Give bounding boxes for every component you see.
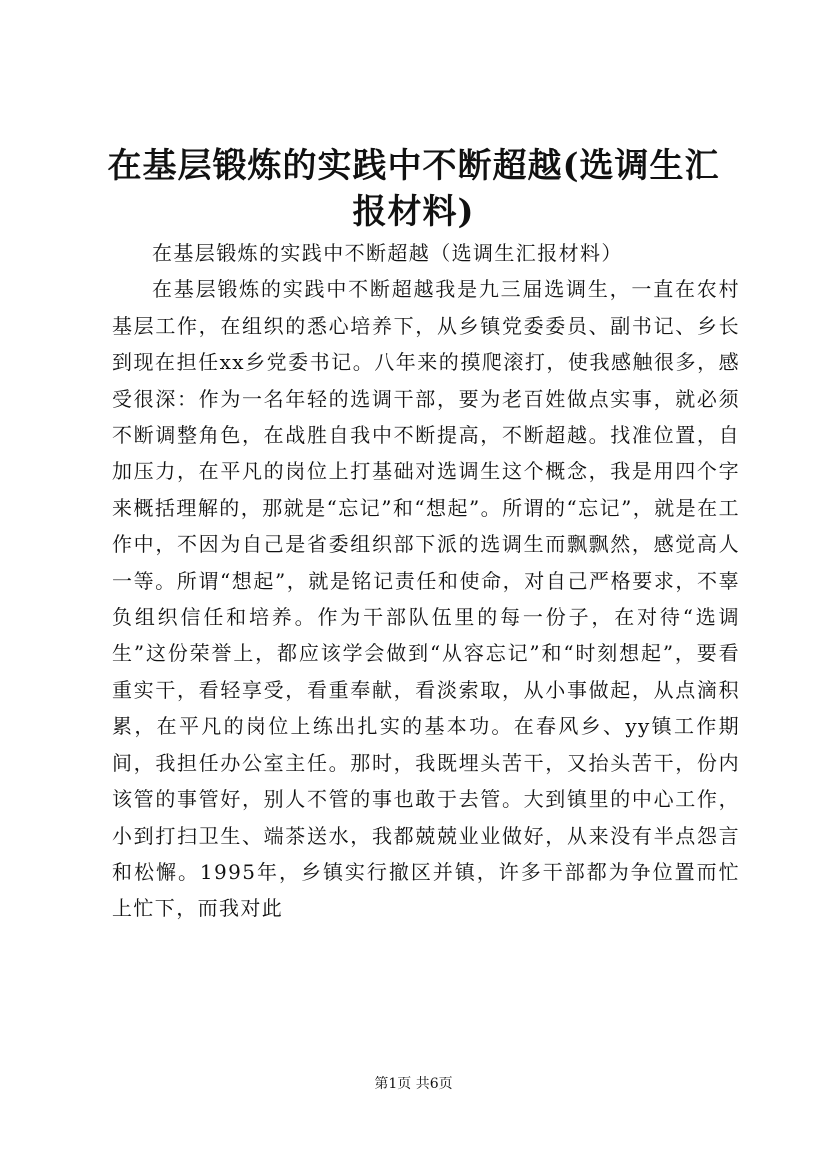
subtitle-line: 在基层锻炼的实践中不断超越（选调生汇报材料） [152,241,623,265]
page-footer: 第1页 共6页 [374,1076,453,1092]
document-title: 在基层锻炼的实践中不断超越(选调生汇报材料) [107,146,720,232]
document-body [112,235,740,927]
body-paragraph: 在基层锻炼的实践中不断超越我是九三届选调生，一直在农村基层工作，在组织的悉心培养下，从乡镇党委委员、副书记、乡长到现在担任xx乡党委书记。八年来的摸爬滚打，使我感触很多，感受很深：作为一名年轻的选调干部，要为老百姓做点实事，就必须不断调整角色，在战胜自我中不断提高，不断超越。找准位置，自加压力，在平凡的岗位上打基础对选调生这个概念，我是用四个字来概括理解的，那就是“忘记”和“想起”。所谓的“忘记”，就是在工作中，不因为自己是省委组织部下派的选调生而飘飘然，感觉高人一等。所谓“想起”，就是铭记责任和使命，对自己严格要求，不辜负组织信任和培养。作为干部队伍里的每一份子，在对待“选调生”这份荣誉上，都应该学会做到“从容忘记”和“时刻想起”，要看重实干，看轻享受，看重奉献，看淡索取，从小事做起，从点滴积累，在平凡的岗位上练出扎实的基本功。在春风乡、yy镇工作期间，我担任办公室主任。那时，我既埋头苦干，又抬头苦干，份内该管的事管好，别人不管的事也敢于去管。大到镇里的中心工作，小到打扫卫生、端茶送水，我都兢兢业业做好，从来没有半点怨言和松懈。1995年，乡镇实行撤区并镇，许多干部都为争位置而忙上忙下，而我对此 [112,277,740,921]
